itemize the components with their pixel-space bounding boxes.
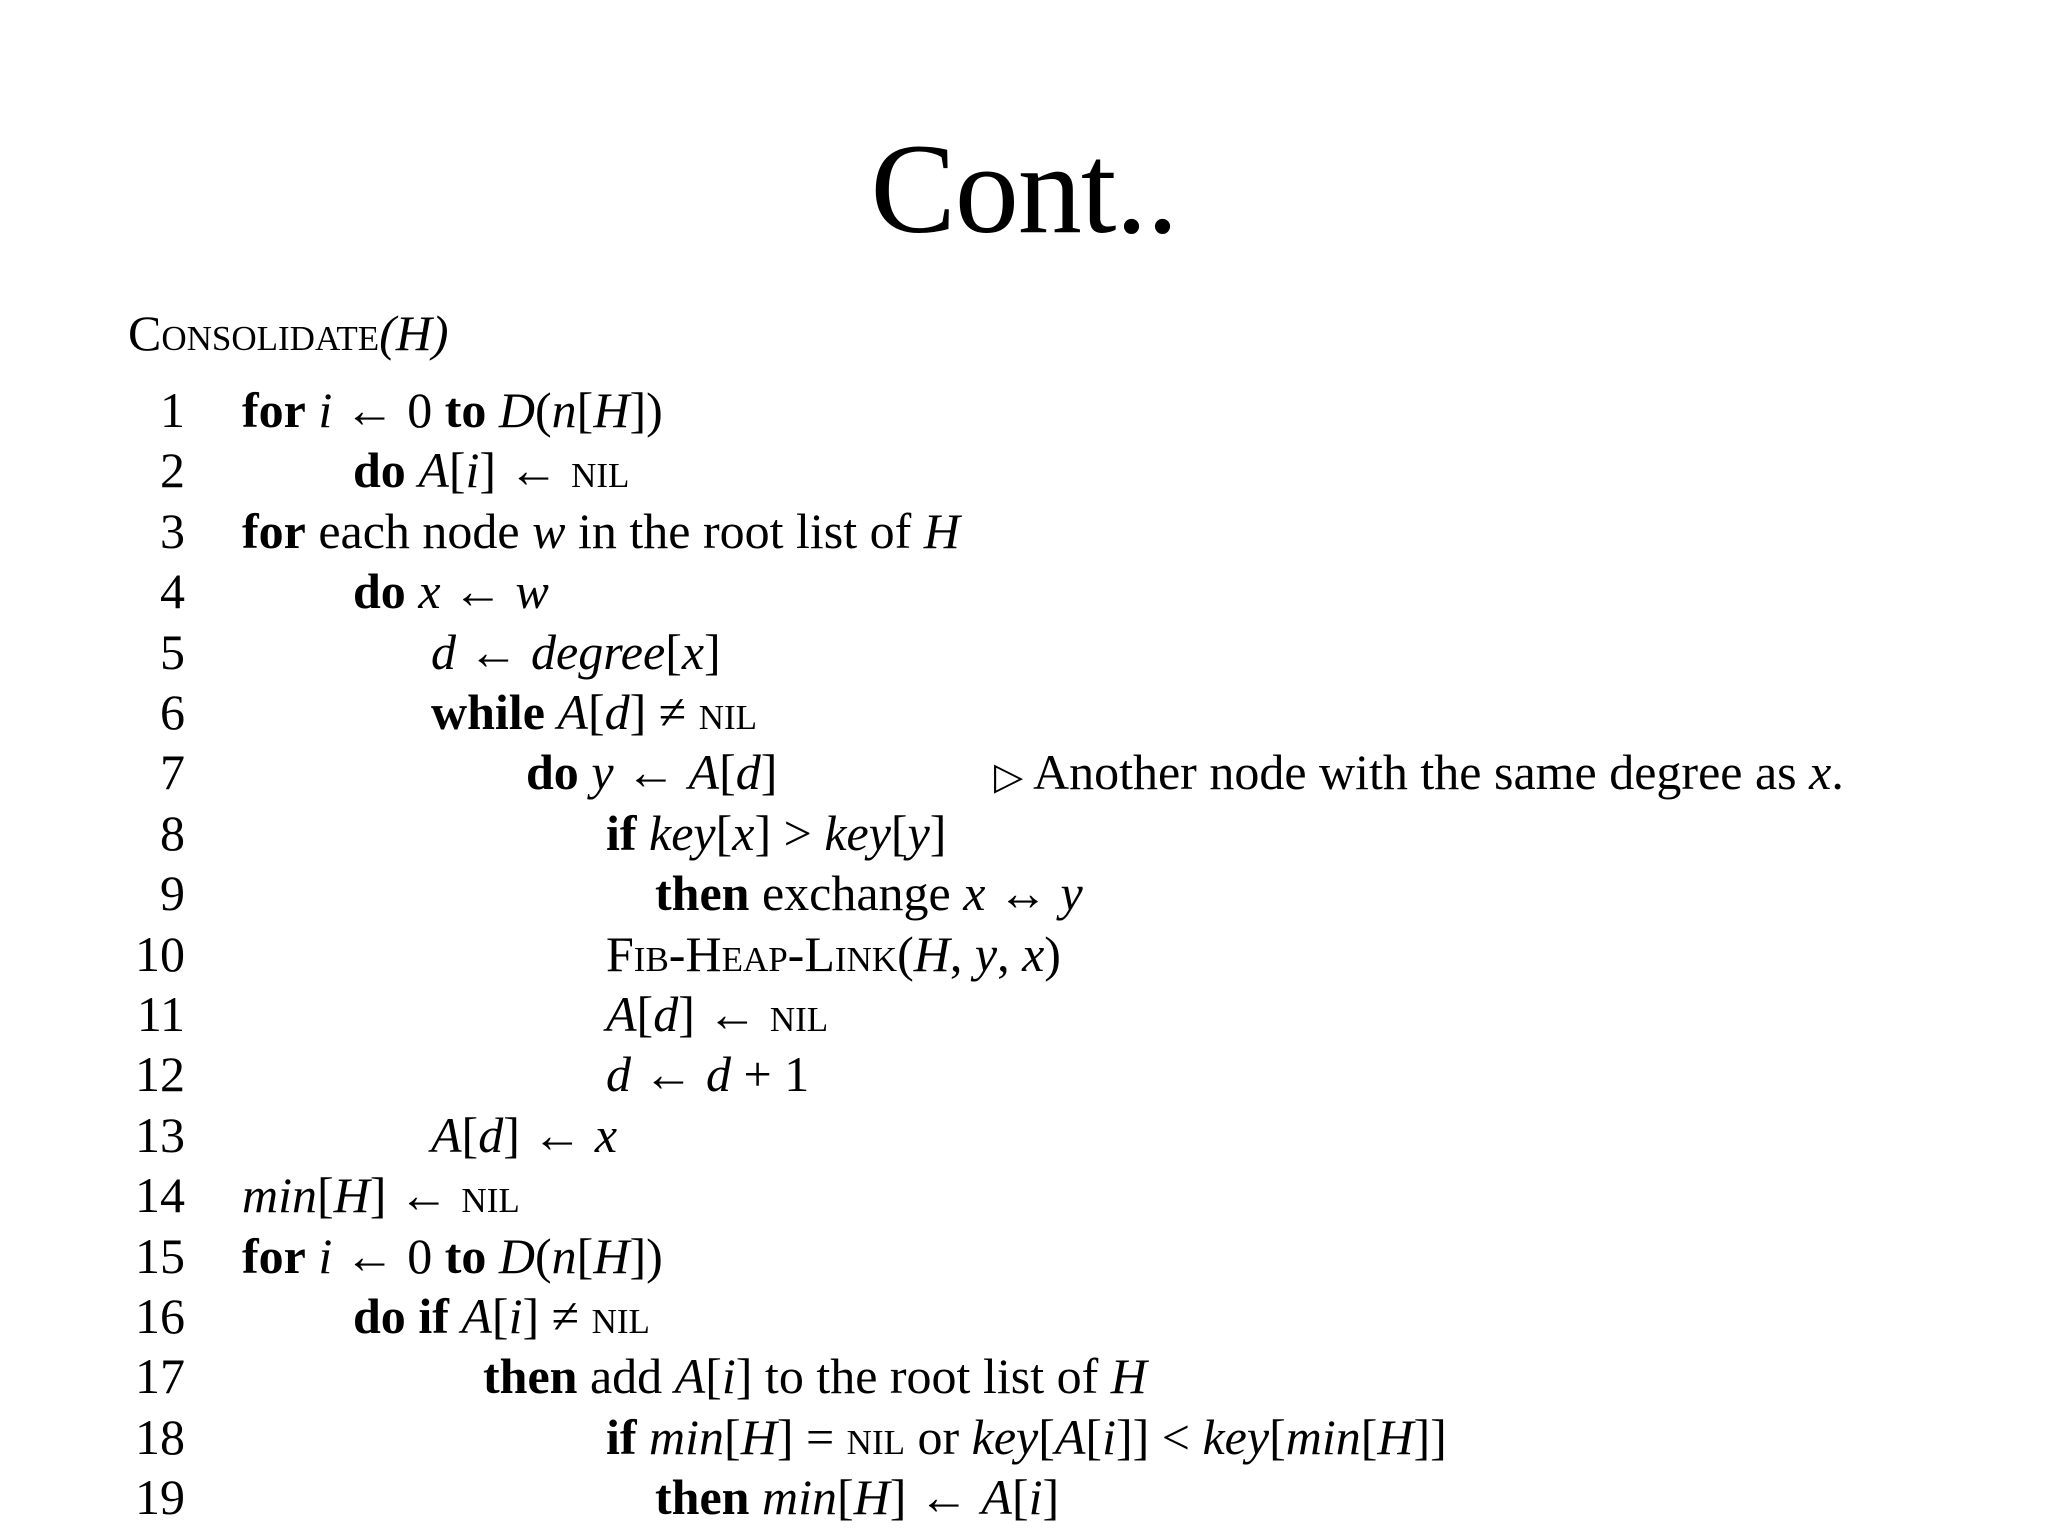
variable: H: [1110, 1348, 1147, 1405]
code-token: add: [577, 1348, 675, 1405]
code-token: ]: [760, 744, 778, 801]
code-token: [637, 1409, 650, 1465]
code-token: [406, 563, 419, 619]
constant: nil: [698, 684, 758, 740]
code-line: [0, 380, 2048, 440]
code-token: or: [904, 1408, 972, 1465]
keyword: for: [242, 382, 306, 438]
code-line: [0, 742, 2048, 802]
variable: min: [649, 1408, 725, 1465]
code-token: [637, 805, 650, 861]
keyword: for: [242, 1227, 306, 1284]
code-text: [606, 1044, 809, 1104]
variable: A: [688, 744, 720, 801]
code-token: [: [1038, 1408, 1055, 1465]
code-line: [0, 1105, 2048, 1165]
code-token: [: [576, 382, 594, 438]
code-token: + 1: [731, 1046, 810, 1103]
code-line: [0, 1165, 2048, 1225]
code-text: [483, 1346, 1147, 1406]
variable: key: [649, 804, 716, 861]
code-token: [306, 1228, 319, 1284]
keyword: do: [353, 563, 406, 620]
code-token: ←: [613, 744, 689, 801]
keyword: then: [483, 1348, 578, 1405]
variable: i: [508, 1288, 523, 1344]
keyword: while: [431, 684, 545, 740]
code-token: ← 0: [332, 382, 445, 438]
code-text: [353, 1286, 650, 1346]
code-text: [606, 803, 946, 863]
keyword: then: [655, 1469, 750, 1526]
keyword: if: [606, 804, 637, 861]
variable: i: [318, 1227, 333, 1284]
variable: A: [431, 1106, 462, 1163]
line-number: 10: [135, 925, 185, 982]
code-token: ] ≠: [522, 1288, 592, 1344]
variable: y: [974, 925, 998, 982]
variable: i: [318, 382, 333, 438]
code-token: ,: [997, 925, 1023, 982]
code-line: [0, 501, 2048, 561]
code-token: ] >: [754, 804, 825, 861]
variable: y: [1060, 865, 1083, 922]
variable: min: [1285, 1408, 1361, 1465]
line-number: 18: [135, 1408, 185, 1465]
code-text: [606, 924, 1061, 984]
variable: d: [431, 623, 456, 680]
line-number: 4: [160, 563, 185, 620]
variable: D: [498, 382, 536, 438]
constant: nil: [461, 1167, 520, 1224]
code-token: [: [491, 1288, 509, 1344]
code-token: [: [636, 986, 654, 1042]
variable: A: [418, 442, 449, 499]
code-token: ←: [631, 1046, 706, 1103]
variable: x: [732, 804, 755, 861]
variable: d: [653, 986, 679, 1042]
line-number: 7: [160, 744, 185, 801]
variable: d: [706, 1046, 731, 1103]
code-text: [606, 1407, 1447, 1467]
code-token: ]: [704, 623, 721, 680]
code-text: [353, 561, 549, 621]
variable: D: [498, 1227, 536, 1284]
code-token: [: [576, 1227, 594, 1284]
line-number: 2: [160, 442, 185, 499]
constant: nil: [769, 986, 829, 1042]
code-line: [0, 1346, 2048, 1406]
code-token: [: [1360, 1408, 1378, 1465]
code-token: [: [1085, 1408, 1103, 1465]
line-number: 11: [136, 986, 185, 1042]
line-number: 9: [160, 865, 185, 922]
variable: x: [963, 865, 986, 922]
constant: nil: [846, 1408, 905, 1465]
code-line: [0, 1044, 2048, 1104]
code-token: [306, 382, 319, 438]
keyword: if: [418, 1288, 449, 1344]
code-line: [0, 561, 2048, 621]
code-line: [0, 863, 2048, 923]
code-token: [545, 684, 558, 740]
comment-triangle-icon: ▷: [994, 756, 1024, 799]
code-token: [: [448, 442, 466, 499]
code-token: [: [719, 744, 736, 801]
code-token: (: [897, 925, 914, 982]
line-number: 19: [135, 1469, 185, 1526]
code-token: [486, 382, 499, 438]
code-text: [242, 1226, 663, 1286]
code-token: [: [1269, 1408, 1286, 1465]
variable: d: [604, 684, 630, 740]
keyword: do: [526, 744, 579, 801]
code-line: [0, 1226, 2048, 1286]
variable: x: [418, 563, 441, 620]
code-token: [406, 1288, 419, 1344]
code-token: ,: [949, 925, 975, 982]
slide-title: Cont..: [870, 118, 1178, 260]
code-token: ]): [629, 1227, 663, 1284]
code-text: [655, 1467, 1059, 1527]
variable: x: [681, 623, 705, 680]
code-text: [655, 863, 1083, 923]
variable: d: [478, 1106, 504, 1163]
variable: x: [594, 1106, 618, 1163]
comment-text: Another node with the same degree as: [1023, 744, 1810, 801]
variable: H: [740, 1408, 777, 1465]
variable: n: [551, 1227, 577, 1284]
code-token: ] ≠: [629, 684, 699, 740]
code-token: [: [665, 623, 682, 680]
code-token: [: [724, 1408, 741, 1465]
code-text: [606, 984, 828, 1044]
code-token: [: [836, 1469, 854, 1526]
variable: d: [735, 744, 761, 801]
line-number: 8: [160, 804, 185, 861]
variable: key: [1202, 1408, 1270, 1465]
variable: min: [242, 1167, 317, 1224]
variable: x: [1022, 925, 1045, 982]
variable: H: [333, 1167, 370, 1224]
code-token: ] =: [776, 1408, 847, 1465]
variable: x: [1809, 744, 1832, 801]
code-token: [579, 744, 592, 800]
code-token: (: [535, 382, 552, 438]
constant: nil: [591, 1288, 650, 1344]
variable: H: [853, 1469, 890, 1526]
code-text: [431, 622, 721, 682]
line-number: 1: [160, 382, 185, 438]
variable: y: [907, 804, 930, 861]
code-line: [0, 803, 2048, 863]
code-token: each node: [305, 502, 533, 559]
code-text: [353, 440, 629, 500]
code-token: ←: [440, 563, 516, 620]
code-line: [0, 924, 2048, 984]
code-token: (: [535, 1227, 552, 1284]
keyword: to: [444, 1227, 487, 1284]
variable: A: [606, 986, 637, 1042]
variable: d: [606, 1046, 631, 1103]
code-token: ]] <: [1115, 1408, 1203, 1465]
variable: min: [761, 1469, 837, 1526]
line-number: 13: [135, 1106, 185, 1163]
variable: w: [515, 563, 549, 620]
variable: A: [674, 1348, 706, 1405]
code-token: exchange: [749, 865, 964, 922]
variable: A: [461, 1288, 492, 1344]
variable: A: [1054, 1408, 1086, 1465]
keyword: do: [353, 1288, 406, 1344]
variable: i: [1102, 1408, 1116, 1465]
variable: y: [591, 744, 614, 801]
code-token: [449, 1288, 462, 1344]
variable: H: [913, 925, 950, 982]
variable: i: [721, 1348, 736, 1405]
code-token: ] ←: [479, 442, 572, 499]
code-token: [: [705, 1348, 722, 1405]
keyword: if: [606, 1408, 637, 1465]
code-token: ]): [629, 382, 663, 438]
variable: i: [1028, 1469, 1043, 1526]
code-token: [: [715, 804, 733, 861]
algorithm-header: [128, 305, 449, 361]
code-token: in the root list of: [565, 502, 924, 559]
code-line: [0, 984, 2048, 1044]
code-token: [486, 1228, 499, 1284]
code-token: ): [1044, 925, 1061, 982]
variable: A: [557, 684, 588, 740]
code-text: [242, 1165, 520, 1225]
code-token: [406, 442, 419, 498]
variable: H: [923, 502, 960, 559]
code-token: [: [317, 1167, 334, 1224]
code-line: [0, 1286, 2048, 1346]
line-number: 5: [160, 623, 185, 680]
code-text: [242, 380, 663, 440]
comment-text: .: [1831, 744, 1844, 801]
constant: nil: [571, 442, 630, 499]
code-token: [: [890, 804, 908, 861]
keyword: for: [242, 502, 306, 559]
keyword: to: [444, 382, 487, 438]
variable: w: [532, 502, 566, 559]
code-token: ↔: [985, 865, 1061, 922]
line-number: 12: [135, 1046, 185, 1103]
algorithm-name: Consolidate: [128, 305, 380, 361]
code-text: [431, 682, 757, 742]
code-text: [431, 1105, 617, 1165]
code-token: ]: [1042, 1469, 1060, 1526]
variable: n: [551, 382, 577, 438]
keyword: then: [655, 865, 750, 922]
line-number: 16: [135, 1288, 185, 1344]
algorithm-argument: (H): [379, 305, 449, 361]
line-number: 6: [160, 684, 185, 740]
code-line: [0, 1467, 2048, 1527]
code-token: ←: [456, 623, 531, 680]
code-token: ]]: [1413, 1408, 1447, 1465]
code-token: ] ←: [503, 1106, 595, 1163]
code-token: ] ←: [678, 986, 770, 1042]
keyword: do: [353, 442, 406, 499]
code-token: ]: [929, 804, 947, 861]
variable: H: [593, 1227, 630, 1284]
code-token: [: [461, 1106, 479, 1163]
code-comment: [994, 742, 1844, 807]
code-token: ] ←: [369, 1167, 462, 1224]
code-token: ] ←: [889, 1469, 982, 1526]
variable: degree: [531, 623, 666, 680]
code-token: ← 0: [332, 1227, 445, 1284]
line-number: 14: [135, 1167, 185, 1224]
code-line: [0, 1407, 2048, 1467]
code-token: ] to the root list of: [735, 1348, 1111, 1405]
variable: key: [971, 1408, 1039, 1465]
line-number: 17: [135, 1348, 185, 1405]
variable: key: [824, 804, 891, 861]
line-number: 15: [135, 1227, 185, 1284]
code-line: [0, 622, 2048, 682]
code-line: [0, 682, 2048, 742]
line-number: 3: [160, 502, 185, 559]
variable: i: [465, 442, 480, 499]
variable: A: [981, 1469, 1012, 1526]
code-token: [: [1011, 1469, 1029, 1526]
code-token: [: [587, 684, 605, 740]
code-line: [0, 440, 2048, 500]
code-text: [526, 742, 777, 802]
code-token: [749, 1469, 762, 1525]
variable: H: [1377, 1408, 1414, 1465]
constant: Fib-Heap-Link: [606, 925, 898, 982]
variable: H: [593, 382, 630, 438]
code-text: [242, 501, 960, 561]
